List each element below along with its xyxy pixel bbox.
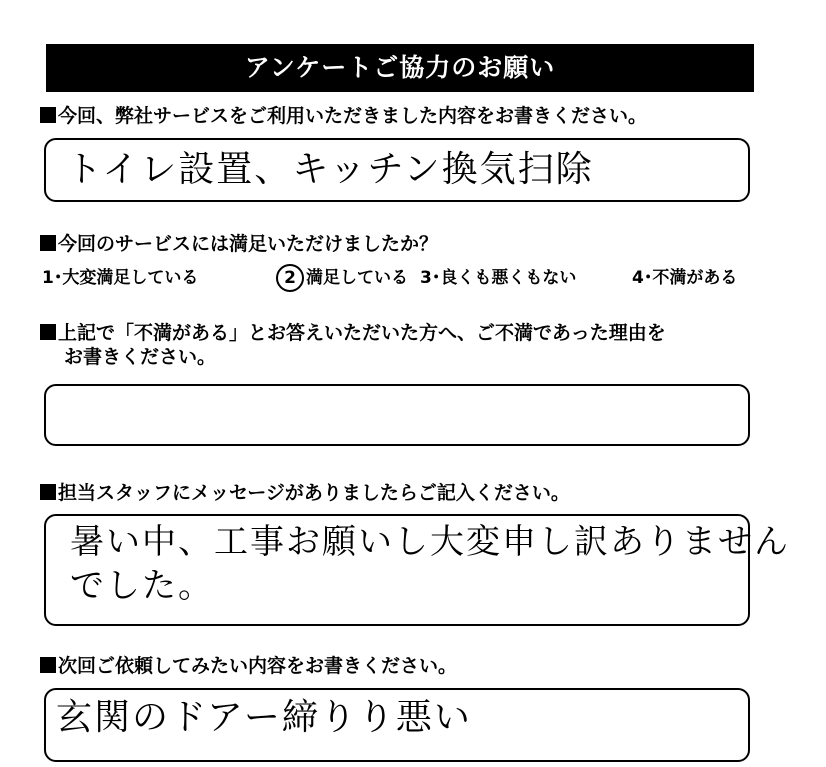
- question-4-text: 担当スタッフにメッセージがありましたらご記入ください。: [58, 482, 570, 504]
- answer-1-handwriting: トイレ設置、キッチン換気扫除: [66, 149, 594, 190]
- square-bullet-icon: [40, 324, 56, 340]
- option-4: 4･不満がある: [632, 268, 738, 288]
- answer-4-handwriting-line-2: でした。: [70, 566, 214, 606]
- question-2: [40, 232, 438, 256]
- question-1-text: 今回、弊社サービスをご利用いただきました内容をお書きください。: [58, 105, 648, 127]
- question-3: [40, 321, 666, 369]
- question-1: [40, 104, 647, 128]
- question-4: [40, 481, 570, 505]
- square-bullet-icon: [40, 657, 56, 673]
- question-5-text: 次回ご依頼してみたい内容をお書きください。: [58, 655, 458, 677]
- square-bullet-icon: [40, 235, 56, 251]
- circled-number: 2: [276, 264, 304, 292]
- survey-title: アンケートご協力のお願い: [46, 44, 754, 92]
- square-bullet-icon: [40, 107, 56, 123]
- satisfaction-options: [40, 264, 770, 292]
- question-2-text: 今回のサービスには満足いただけましたか？: [58, 233, 439, 255]
- option-3: 3･良くも悪くもない: [420, 268, 577, 288]
- option-2-label: 満足している: [306, 268, 408, 288]
- answer-4-handwriting-line-1: 暑い中、工事お願いし大変申し訳ありません: [70, 522, 790, 562]
- question-3-line-1: 上記で「不満がある」とお答えいただいた方へ、ご不満であった理由を: [58, 322, 666, 344]
- answer-5-handwriting: 玄関のドアー締りり悪い: [56, 697, 472, 738]
- option-1: 1･大変満足している: [42, 268, 199, 288]
- square-bullet-icon: [40, 484, 56, 500]
- option-2-selected: [276, 264, 408, 292]
- answer-box-3: [44, 384, 750, 446]
- question-3-line-2: お書きください。: [64, 346, 217, 368]
- question-5: [40, 654, 457, 678]
